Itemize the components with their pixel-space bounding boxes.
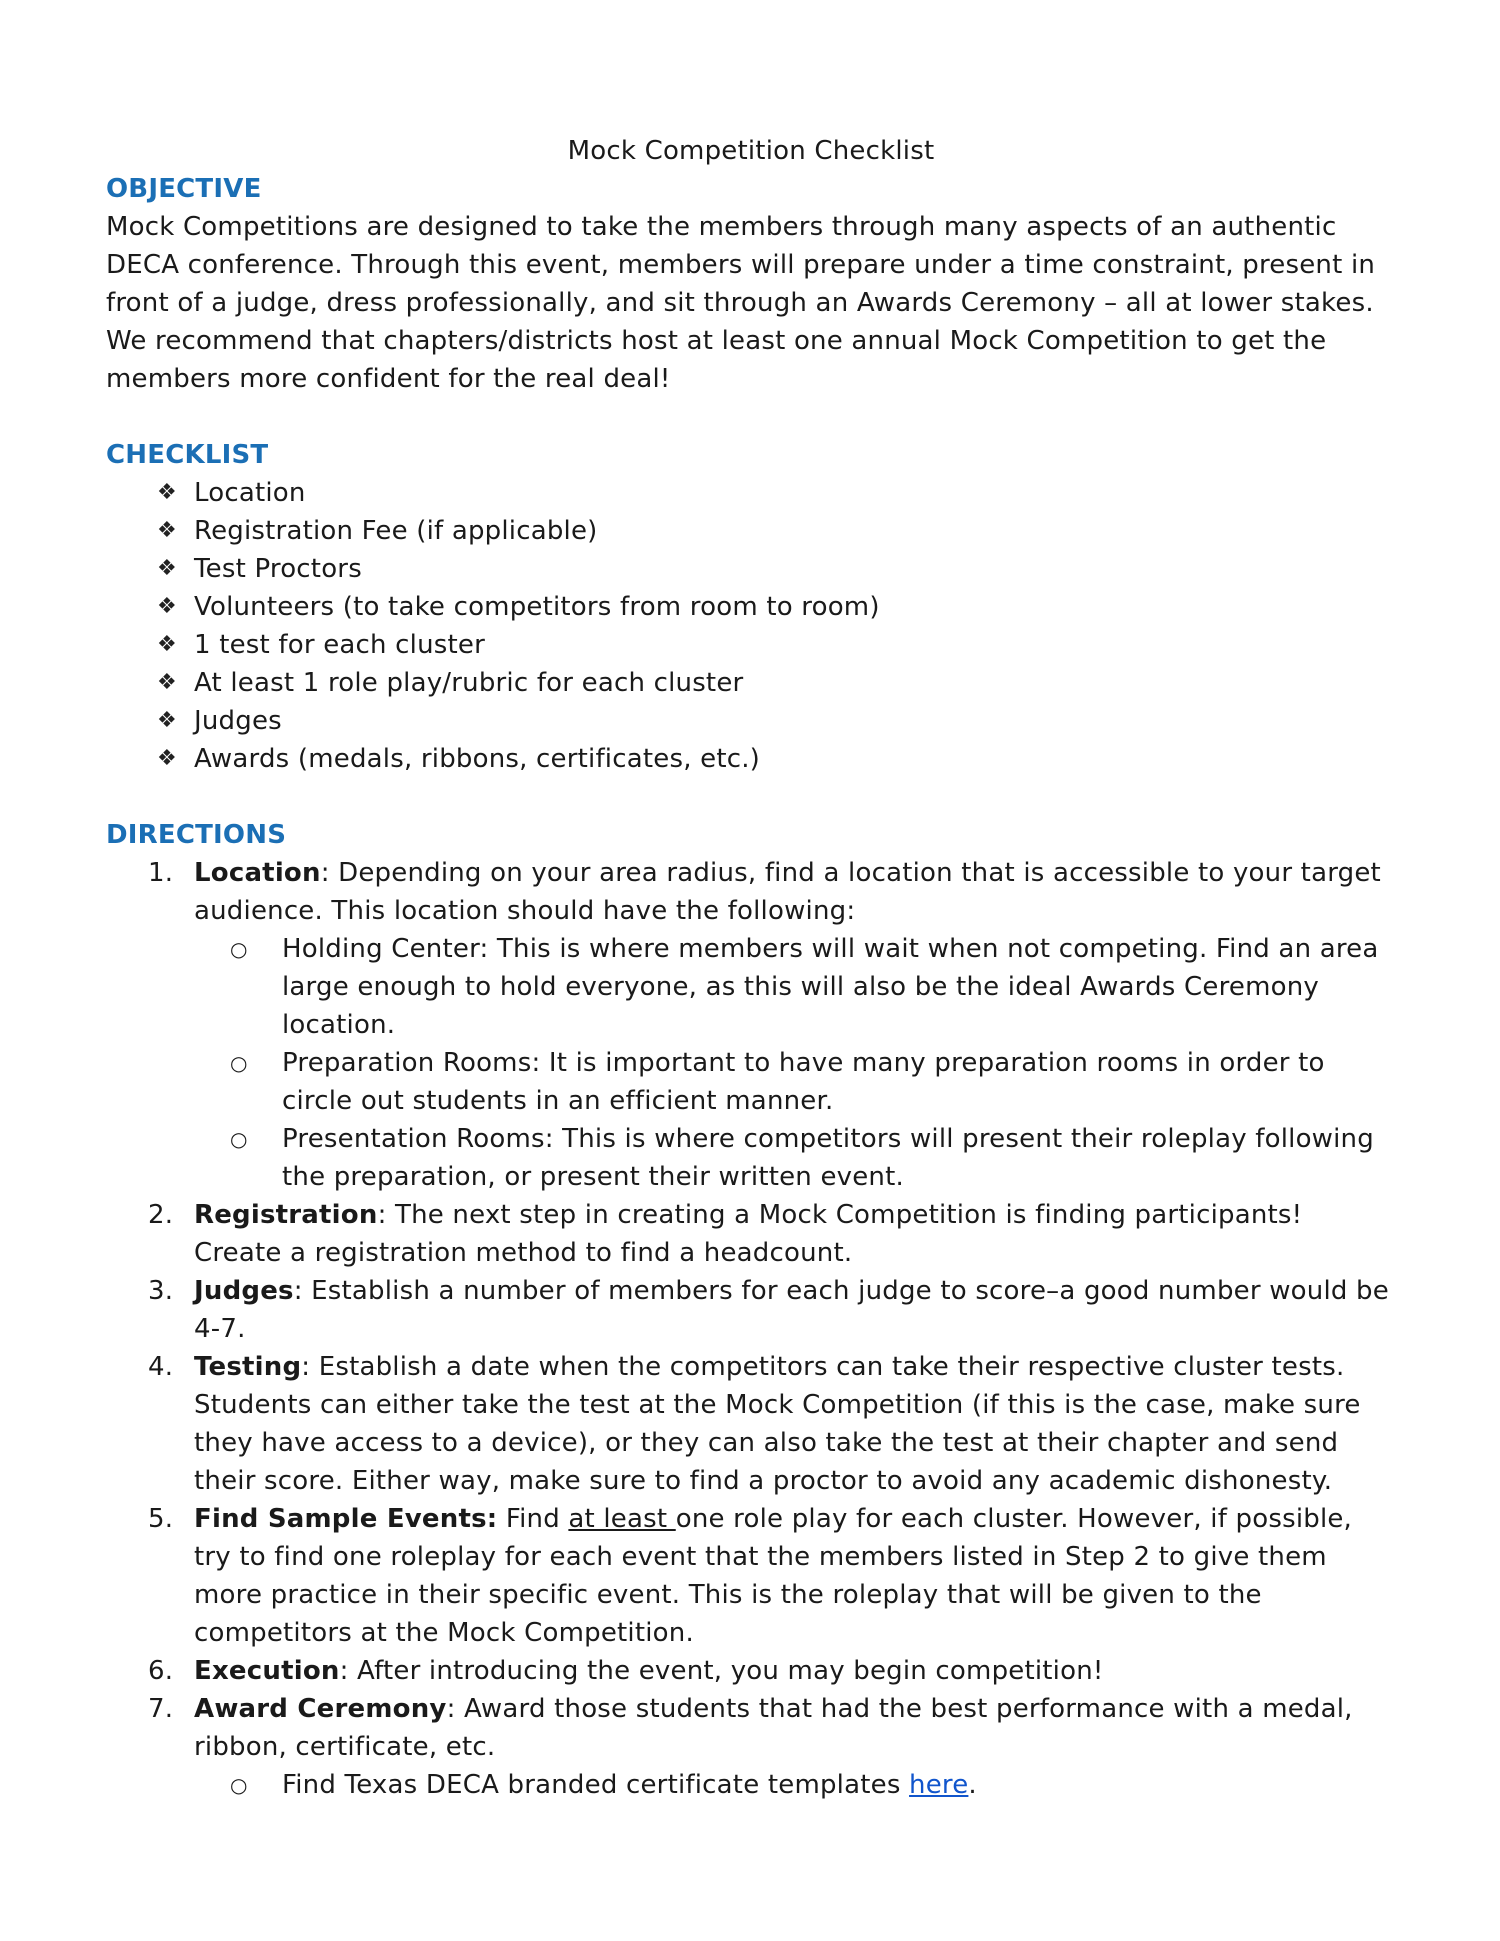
diamond-bullet-icon: ❖ xyxy=(157,518,177,543)
direction-item-award-ceremony: 7. Award Ceremony: Award those students that had the best performance with a medal, ribbon, certificate, etc. ○ Find Texas DECA branded certificate templates here. xyxy=(106,1690,1396,1804)
diamond-bullet-icon: ❖ xyxy=(157,556,177,581)
certificate-templates-link[interactable]: here xyxy=(909,1770,969,1800)
location-sublist xyxy=(194,930,1396,1196)
direction-item-testing: 4. Testing: Establish a date when the competitors can take their respective cluster tests. Students can either take the test at the Mock Competition (if this is the case, make sure they have access to a device), or they can also take the test at their chapter and send their score. Either way, make sure to find a proctor to avoid any academic dishonesty. xyxy=(148,1352,1361,1496)
award-sublist xyxy=(194,1766,1396,1804)
checklist-item: ❖ Awards (medals, ribbons, certificates, etc.) xyxy=(106,740,1396,778)
circle-bullet-icon: ○ xyxy=(230,1127,248,1151)
diamond-bullet-icon: ❖ xyxy=(157,670,177,695)
checklist-item: ❖ 1 test for each cluster xyxy=(106,626,1396,664)
checklist-heading: CHECKLIST xyxy=(106,440,269,470)
diamond-bullet-icon: ❖ xyxy=(157,480,177,505)
diamond-bullet-icon: ❖ xyxy=(157,632,177,657)
checklist-item: ❖ Test Proctors xyxy=(106,550,1396,588)
diamond-bullet-icon: ❖ xyxy=(157,746,177,771)
direction-item-execution: 6. Execution: After introducing the event, you may begin competition! xyxy=(148,1656,1104,1686)
document-body xyxy=(106,132,1396,1804)
objective-paragraph: Mock Competitions are designed to take the members through many aspects of an authentic DECA conference. Through this event, members will prepare under a time constraint, present in front of a judge, dress professionally, and sit through an Awards Ceremony – all at lower stakes. We recommend that chapters/districts host at least one annual Mock Competition to get the members more confident for the real deal! xyxy=(106,212,1376,394)
circle-bullet-icon: ○ xyxy=(230,1051,248,1075)
circle-bullet-icon: ○ xyxy=(230,937,248,961)
checklist-item: ❖ Judges xyxy=(106,702,1396,740)
sub-list-item: ○ Presentation Rooms: This is where competitors will present their roleplay following the preparation, or present their written event. xyxy=(194,1120,1396,1196)
direction-item-sample-events: 5. Find Sample Events: Find at least one role play for each cluster. However, if possible, try to find one roleplay for each event that the members listed in Step 2 to give them more practice in their specific event. This is the roleplay that will be given to the competitors at the Mock Competition. xyxy=(148,1504,1353,1648)
directions-list xyxy=(106,854,1396,1804)
sub-list-item: ○ Find Texas DECA branded certificate templates here. xyxy=(194,1766,1396,1804)
checklist-list xyxy=(106,474,1396,778)
directions-heading: DIRECTIONS xyxy=(106,820,287,850)
direction-item-judges: 3. Judges: Establish a number of members for each judge to score–a good number would be 4-7. xyxy=(148,1276,1389,1344)
spacer xyxy=(106,778,1396,816)
objective-heading: OBJECTIVE xyxy=(106,174,262,204)
checklist-item: ❖ At least 1 role play/rubric for each cluster xyxy=(106,664,1396,702)
sub-list-item: ○ Preparation Rooms: It is important to have many preparation rooms in order to circle out students in an efficient manner. xyxy=(194,1044,1396,1120)
diamond-bullet-icon: ❖ xyxy=(157,708,177,733)
page-title: Mock Competition Checklist xyxy=(567,136,935,166)
checklist-item: ❖ Volunteers (to take competitors from room to room) xyxy=(106,588,1396,626)
direction-item-registration: 2. Registration: The next step in creating a Mock Competition is finding participants! Create a registration method to find a headcount. xyxy=(148,1200,1303,1268)
direction-item-location: 1. Location: Depending on your area radius, find a location that is accessible to your target audience. This location should have the following: ○ Holding Center: This is where members will wait when not competing. Find an area large enough to hold everyone, as this will also be the ideal Awards Ceremony location. ○ Preparation Rooms: It is important to have many preparation rooms in order to circle out students in an efficient manner. ○ Presentation Rooms: This is where competitors will present their roleplay following the preparation, or present their written event. xyxy=(106,854,1396,1196)
checklist-item: ❖ Registration Fee (if applicable) xyxy=(106,512,1396,550)
circle-bullet-icon: ○ xyxy=(230,1773,248,1797)
sub-list-item: ○ Holding Center: This is where members will wait when not competing. Find an area large enough to hold everyone, as this will also be the ideal Awards Ceremony location. xyxy=(194,930,1396,1044)
checklist-item: ❖ Location xyxy=(106,474,1396,512)
spacer xyxy=(106,398,1396,436)
diamond-bullet-icon: ❖ xyxy=(157,594,177,619)
